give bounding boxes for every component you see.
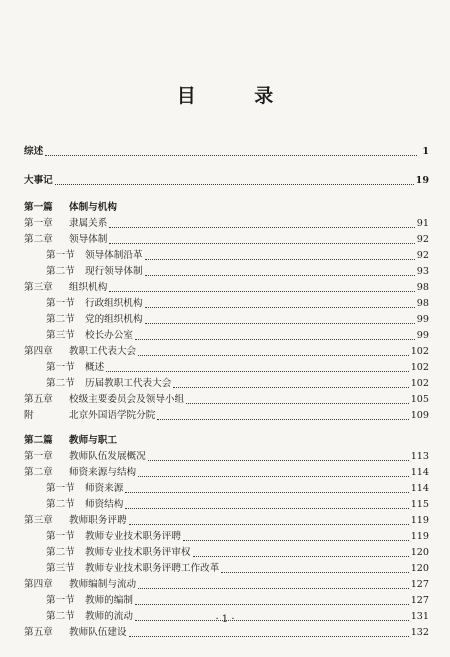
toc-entry-page: 19: [415, 175, 429, 186]
toc-entry: [0, 408, 450, 424]
toc-entry: [0, 264, 450, 280]
toc-entry-title: 大事记: [24, 175, 53, 186]
toc-entry-title: 校级主要委员会及领导小组: [69, 394, 185, 405]
toc-entry: [0, 360, 450, 376]
dot-leader: [183, 539, 409, 541]
toc-entry: [0, 465, 450, 481]
toc-entry-number: 第三节: [46, 330, 75, 341]
toc-entry-page: 102: [410, 346, 429, 357]
dot-leader: [145, 322, 415, 324]
toc-entry: [0, 481, 450, 497]
toc-entry-page: 109: [410, 410, 429, 421]
toc-entry: [0, 248, 450, 264]
part-heading: [0, 200, 450, 216]
toc-entry-title: 教师队伍建设: [69, 627, 127, 638]
toc-entry-page: 115: [410, 499, 429, 510]
toc-entry-title: 体制与机构: [69, 202, 117, 213]
toc-entry-title: 领导体制沿革: [85, 250, 143, 261]
toc-entry: [0, 296, 450, 312]
toc-entry: [0, 216, 450, 232]
toc-entry: [0, 513, 450, 529]
toc-entry-page: 105: [410, 394, 429, 405]
toc-entry-page: 119: [410, 531, 429, 542]
dot-leader: [145, 274, 415, 276]
toc-entry-number: 第二节: [46, 499, 75, 510]
toc-entry-number: 第五章: [24, 394, 53, 405]
toc-entry-title: 教师专业技术职务评聘: [85, 531, 181, 542]
toc-entry-number: 第一节: [46, 250, 75, 261]
dot-leader: [157, 418, 408, 420]
dot-leader: [109, 290, 414, 292]
dot-leader: [106, 370, 409, 372]
toc-entry-title: 行政组织机构: [85, 298, 143, 309]
toc-entry-page: 92: [416, 234, 429, 245]
toc-entry-number: 第五章: [24, 627, 53, 638]
toc-entry-number: 第二节: [46, 378, 75, 389]
dot-leader: [135, 338, 415, 340]
toc-entry-number: 第二节: [46, 547, 75, 558]
toc-entry: [0, 561, 450, 577]
toc-entry-page: 127: [410, 579, 429, 590]
toc-entry-number: 第二篇: [24, 435, 53, 446]
toc-entry-title: 组织机构: [69, 282, 108, 293]
toc-entry-page: 127: [410, 595, 429, 606]
toc-entry-title: 综述: [24, 146, 44, 157]
toc-entry-page: 114: [410, 467, 429, 478]
toc-entry-number: 第一节: [46, 483, 75, 494]
dot-leader: [135, 603, 409, 605]
dot-leader: [125, 491, 408, 493]
toc-entry-page: 98: [416, 298, 429, 309]
toc-entry: [0, 173, 450, 189]
toc-entry: [0, 577, 450, 593]
toc-entry-title: 师资来源与结构: [69, 467, 137, 478]
toc-entry: [0, 144, 450, 160]
toc-entry-page: 99: [416, 330, 429, 341]
toc-entry-title: 教师的编制: [85, 595, 133, 606]
page-title: 目 录: [176, 85, 300, 107]
toc-entry: [0, 312, 450, 328]
toc-entry-page: 92: [416, 250, 429, 261]
toc-entry-page: 114: [410, 483, 429, 494]
toc-entry-number: 第二章: [24, 234, 53, 245]
toc-entry-number: 第一篇: [24, 202, 53, 213]
toc-entry-page: 120: [410, 547, 429, 558]
toc-entry-title: 师资来源: [85, 483, 124, 494]
dot-leader: [45, 154, 417, 156]
toc-entry-title: 历届教职工代表大会: [85, 378, 172, 389]
toc-entry-title: 隶属关系: [69, 218, 108, 229]
toc-entry-title: 领导体制: [69, 234, 108, 245]
toc-entry: [0, 593, 450, 609]
toc-entry-number: 第一章: [24, 451, 53, 462]
toc-entry-number: 第三节: [46, 563, 75, 574]
toc-entry-title: 教师专业技术职务评审权: [85, 547, 191, 558]
toc-entry-number: 第二节: [46, 314, 75, 325]
toc-entry-number: 第三章: [24, 515, 53, 526]
toc-entry-page: 102: [410, 378, 429, 389]
toc-entry: [0, 625, 450, 641]
toc-entry-number: 第一节: [46, 531, 75, 542]
toc-entry-title: 教师职务评聘: [69, 515, 127, 526]
toc-entry-number: 附: [24, 410, 34, 421]
toc-entry-title: 北京外国语学院分院: [69, 410, 156, 421]
dot-leader: [129, 635, 409, 637]
toc-entry: [0, 545, 450, 561]
dot-leader: [125, 507, 408, 509]
toc-entry-number: 第二节: [46, 611, 75, 622]
toc-entry-number: 第二章: [24, 467, 53, 478]
table-of-contents: [0, 144, 450, 641]
dot-leader: [138, 354, 409, 356]
toc-entry-page: 91: [416, 218, 429, 229]
dot-leader: [55, 183, 414, 185]
part-heading: [0, 433, 450, 449]
toc-entry-title: 教师编制与流动: [69, 579, 137, 590]
toc-entry: [0, 392, 450, 408]
dot-leader: [173, 386, 408, 388]
toc-entry-number: 第三章: [24, 282, 53, 293]
dot-leader: [138, 587, 409, 589]
dot-leader: [145, 258, 415, 260]
dot-leader: [109, 226, 414, 228]
toc-entry-title: 教师专业技术职务评聘工作改革: [85, 563, 220, 574]
dot-leader: [138, 475, 409, 477]
toc-entry-title: 教师的流动: [85, 611, 133, 622]
toc-entry: [0, 328, 450, 344]
toc-entry-title: 教师队伍发展概况: [69, 451, 146, 462]
toc-entry-title: 校长办公室: [85, 330, 133, 341]
toc-entry: [0, 449, 450, 465]
toc-entry-number: 第一节: [46, 595, 75, 606]
dot-leader: [186, 402, 409, 404]
dot-leader: [109, 242, 414, 244]
dot-leader: [221, 571, 408, 573]
toc-entry-number: 第一节: [46, 298, 75, 309]
toc-entry-number: 第一章: [24, 218, 53, 229]
toc-entry-page: 120: [410, 563, 429, 574]
toc-entry-number: 第二节: [46, 266, 75, 277]
toc-entry: [0, 376, 450, 392]
dot-leader: [129, 523, 409, 525]
toc-entry-page: 131: [410, 611, 429, 622]
dot-leader: [145, 306, 415, 308]
toc-entry-page: 113: [410, 451, 429, 462]
toc-entry: [0, 497, 450, 513]
toc-entry-number: 第四章: [24, 579, 53, 590]
toc-entry-number: 第一节: [46, 362, 75, 373]
toc-entry-page: 1: [422, 146, 429, 157]
toc-entry-page: 119: [410, 515, 429, 526]
toc-entry-page: 102: [410, 362, 429, 373]
toc-entry-page: 98: [416, 282, 429, 293]
toc-entry-title: 现行领导体制: [85, 266, 143, 277]
dot-leader: [148, 459, 409, 461]
toc-entry: [0, 529, 450, 545]
toc-entry-title: 师资结构: [85, 499, 124, 510]
toc-entry: [0, 232, 450, 248]
toc-entry-page: 93: [416, 266, 429, 277]
toc-entry-number: 第四章: [24, 346, 53, 357]
toc-entry: [0, 280, 450, 296]
dot-leader: [193, 555, 409, 557]
page-number: · 1 ·: [215, 614, 235, 625]
toc-entry-title: 概述: [85, 362, 105, 373]
toc-entry-title: 党的组织机构: [85, 314, 143, 325]
toc-entry-page: 132: [410, 627, 429, 638]
toc-entry-title: 教师与职工: [69, 435, 117, 446]
toc-entry: [0, 344, 450, 360]
toc-entry-page: 99: [416, 314, 429, 325]
toc-entry-title: 教职工代表大会: [69, 346, 137, 357]
